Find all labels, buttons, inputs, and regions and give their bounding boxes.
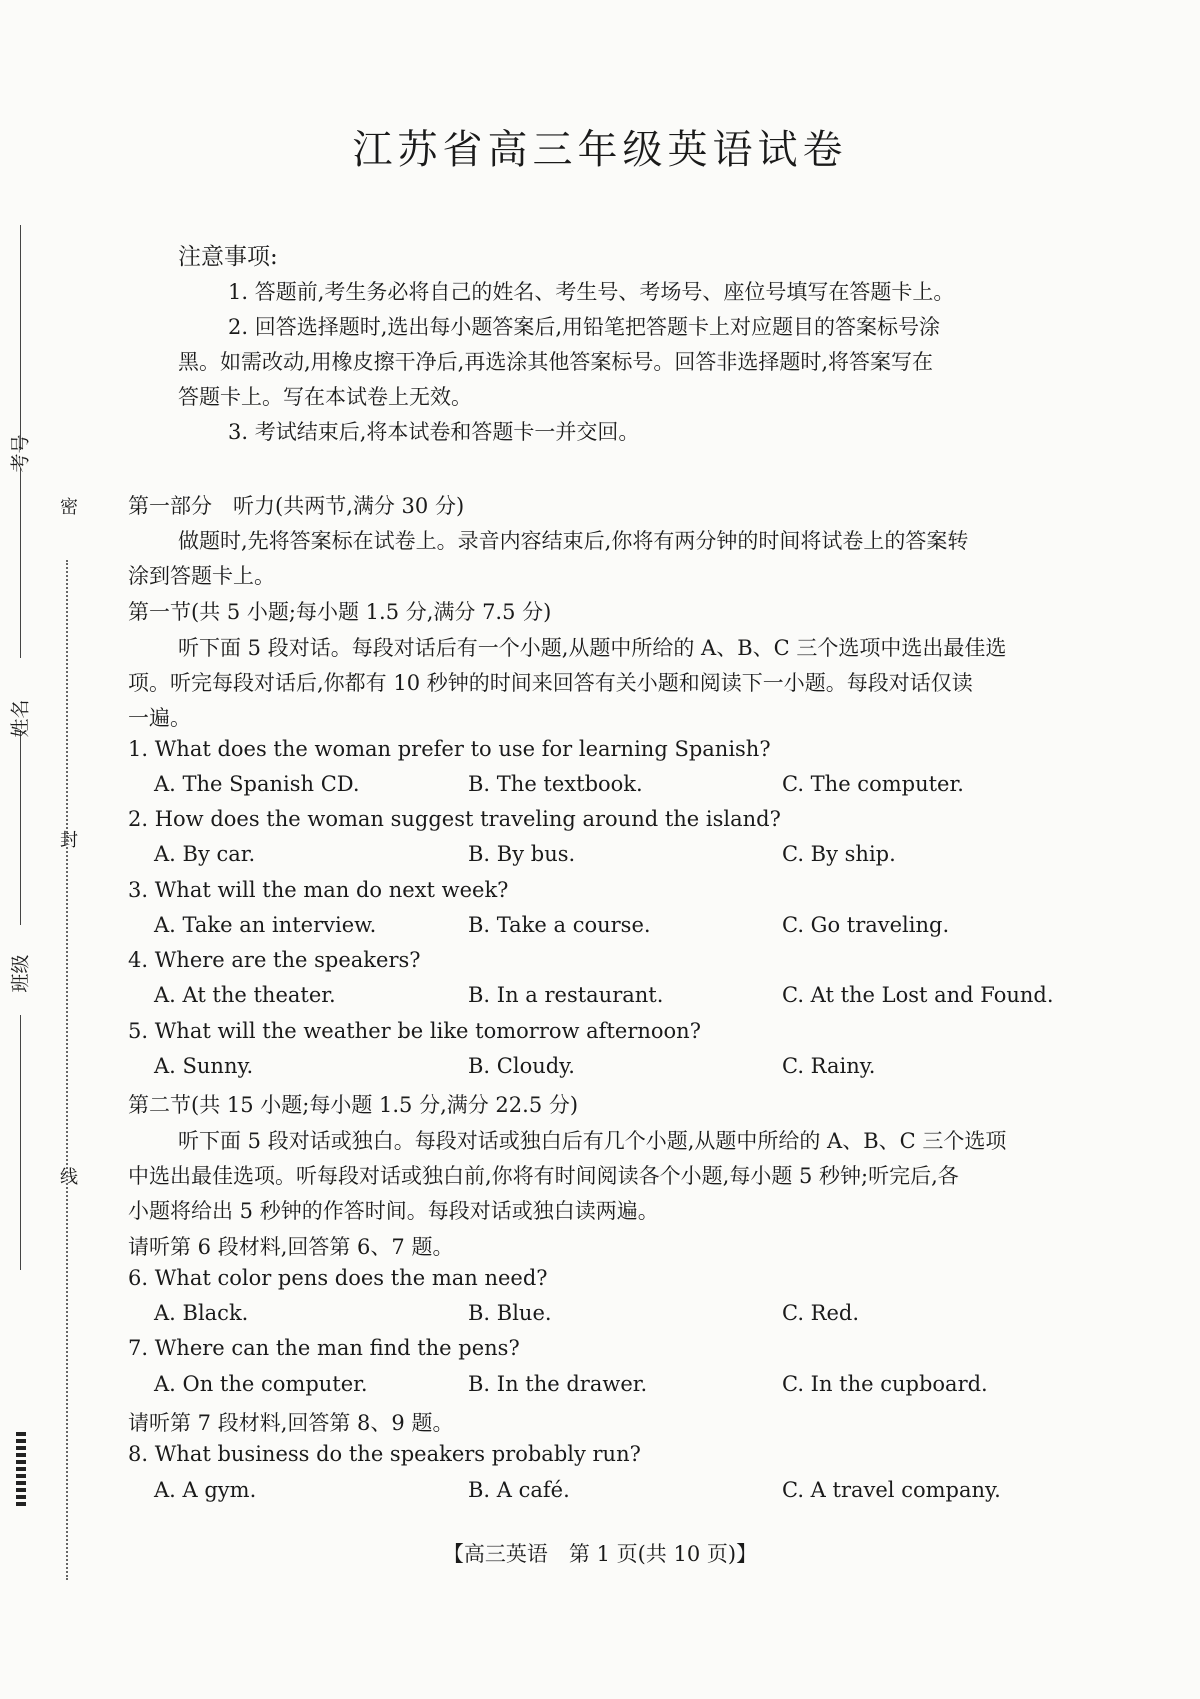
side-label-class: 班级 [9, 954, 32, 993]
q6-option-a: A. Black. [154, 1301, 249, 1325]
section2-intro-line-1: 听下面 5 段对话或独白。每段对话或独白后有几个小题,从题中所给的 A、B、C 三个选项 [178, 1129, 1007, 1153]
q3-option-a: A. Take an interview. [154, 913, 377, 937]
q2-option-b: B. By bus. [468, 842, 576, 866]
material-6-heading: 请听第 6 段材料,回答第 6、7 题。 [128, 1235, 454, 1259]
margin-line-class-b [20, 1015, 21, 1270]
section1-heading: 第一节(共 5 小题;每小题 1.5 分,满分 7.5 分) [128, 600, 552, 624]
question-3: 3. What will the man do next week? [128, 878, 509, 902]
notice-item-2-line-1: 2. 回答选择题时,选出每小题答案后,用铅笔把答题卡上对应题目的答案标号涂 [228, 315, 941, 339]
question-8: 8. What business do the speakers probably run? [128, 1442, 641, 1466]
q5-option-b: B. Cloudy. [468, 1054, 575, 1078]
seal-char-3: 线 [60, 1167, 78, 1188]
q5-option-c: C. Rainy. [782, 1054, 876, 1078]
section2-intro-line-2: 中选出最佳选项。听每段对话或独白前,你将有时间阅读各个小题,每小题 5 秒钟;听完后,各 [128, 1164, 959, 1188]
seal-char-1: 密 [60, 497, 78, 518]
barcode-mark [16, 1430, 26, 1506]
section2-heading: 第二节(共 15 小题;每小题 1.5 分,满分 22.5 分) [128, 1093, 579, 1117]
side-label-exam-no: 考号 [9, 434, 32, 473]
q4-option-b: B. In a restaurant. [468, 983, 664, 1007]
page-footer: 【高三英语 第 1 页(共 10 页)】 [442, 1542, 758, 1566]
question-4: 4. Where are the speakers? [128, 948, 421, 972]
notice-heading: 注意事项: [178, 244, 278, 270]
question-1: 1. What does the woman prefer to use for learning Spanish? [128, 737, 771, 761]
seal-dotted-line [66, 560, 68, 1580]
question-5: 5. What will the weather be like tomorrow afternoon? [128, 1019, 701, 1043]
q5-option-a: A. Sunny. [154, 1054, 254, 1078]
notice-item-2-line-2: 黑。如需改动,用橡皮擦干净后,再选涂其他答案标号。回答非选择题时,将答案写在 [178, 350, 934, 374]
section1-intro-line-2: 项。听完每段对话后,你都有 10 秒钟的时间来回答有关小题和阅读下一小题。每段对话仅读 [128, 671, 973, 695]
margin-line-name [20, 468, 21, 658]
notice-item-3: 3. 考试结束后,将本试卷和答题卡一并交回。 [228, 420, 640, 444]
question-6: 6. What color pens does the man need? [128, 1266, 548, 1290]
notice-item-2-line-3: 答题卡上。写在本试卷上无效。 [178, 385, 472, 409]
question-7: 7. Where can the man find the pens? [128, 1336, 520, 1360]
q6-option-b: B. Blue. [468, 1301, 552, 1325]
page-title: 江苏省高三年级英语试卷 [352, 127, 848, 173]
q1-option-c: C. The computer. [782, 772, 964, 796]
q7-option-a: A. On the computer. [154, 1372, 368, 1396]
q1-option-b: B. The textbook. [468, 772, 643, 796]
q1-option-a: A. The Spanish CD. [154, 772, 360, 796]
margin-line-class-a [20, 730, 21, 925]
q4-option-c: C. At the Lost and Found. [782, 983, 1054, 1007]
part1-intro-line-2: 涂到答题卡上。 [128, 564, 275, 588]
q2-option-c: C. By ship. [782, 842, 896, 866]
side-label-name: 姓名 [9, 699, 32, 738]
seal-char-2: 封 [60, 830, 78, 851]
q8-option-c: C. A travel company. [782, 1478, 1001, 1502]
q8-option-a: A. A gym. [154, 1478, 257, 1502]
question-2: 2. How does the woman suggest traveling around the island? [128, 807, 781, 831]
section1-intro-line-1: 听下面 5 段对话。每段对话后有一个小题,从题中所给的 A、B、C 三个选项中选出最佳选 [178, 636, 1007, 660]
notice-item-1: 1. 答题前,考生务必将自己的姓名、考生号、考场号、座位号填写在答题卡上。 [228, 280, 955, 304]
q3-option-c: C. Go traveling. [782, 913, 950, 937]
part1-heading: 第一部分 听力(共两节,满分 30 分) [128, 494, 465, 518]
margin-line-exam-no [20, 225, 21, 450]
part1-intro-line-1: 做题时,先将答案标在试卷上。录音内容结束后,你将有两分钟的时间将试卷上的答案转 [178, 529, 969, 553]
section1-intro-line-3: 一遍。 [128, 706, 191, 730]
q4-option-a: A. At the theater. [154, 983, 336, 1007]
section2-intro-line-3: 小题将给出 5 秒钟的作答时间。每段对话或独白读两遍。 [128, 1199, 659, 1223]
q6-option-c: C. Red. [782, 1301, 860, 1325]
q7-option-c: C. In the cupboard. [782, 1372, 988, 1396]
q7-option-b: B. In the drawer. [468, 1372, 648, 1396]
q2-option-a: A. By car. [154, 842, 256, 866]
q8-option-b: B. A café. [468, 1478, 570, 1502]
material-7-heading: 请听第 7 段材料,回答第 8、9 题。 [128, 1411, 454, 1435]
q3-option-b: B. Take a course. [468, 913, 651, 937]
